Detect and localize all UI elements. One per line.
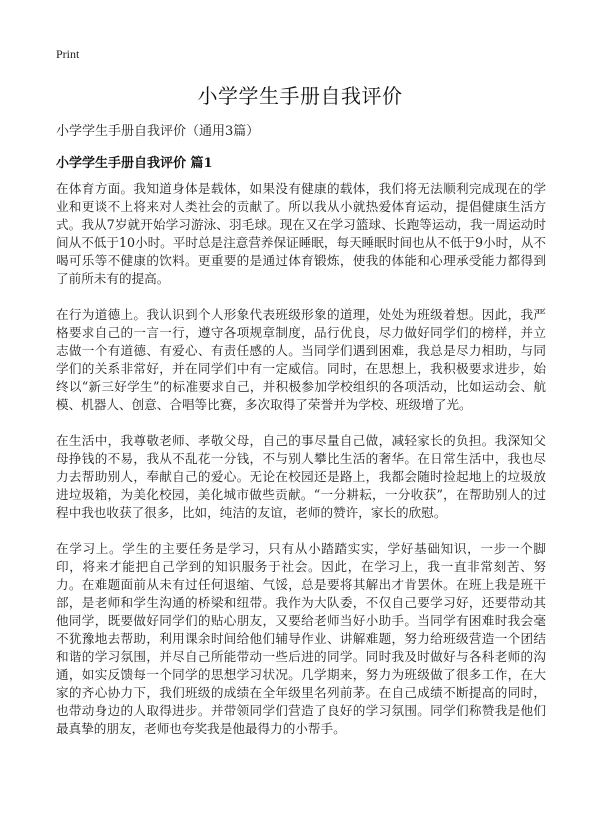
page-title: 小学学生手册自我评价 <box>197 84 403 108</box>
document-subtitle: 小学学生手册自我评价（通用3篇） <box>56 124 260 139</box>
paragraph-sports: 在体育方面。我知道身体是载体，如果没有健康的载体，我们将无法顺利完成现在的学业和更谈不上将来对人类社会的贡献了。所以我从小就热爱体育运动，提倡健康生活方式。我从7岁就开始学习游泳、羽毛球。现在又在学习篮球、长跑等运动，我一周运动时间从不低于10小时。平时总是注意营养保证睡眠，每天睡眠时间也从不低于9小时，从不喝可乐等不健康的饮料。更重要的是通过体育锻炼，使我的体能和心理承受能力都得到了前所未有的提高。 <box>56 181 547 286</box>
paragraph-study: 在学习上。学生的主要任务是学习，只有从小踏踏实实，学好基础知识，一步一个脚印，将来才能把自己学到的知识服务于社会。因此，在学习上，我一直非常刻苦、努力。在难题面前从未有过任何退缩、气馁，总是要将其解出才肯罢休。在班上我是班干部，是老师和学生沟通的桥梁和纽带。我作为大队委，不仅自己要学习好，还要带动其他同学，既要做好同学们的贴心朋友，又要给老师当好小助手。当同学有困难时我会毫不犹豫地去帮助，利用课余时间给他们辅导作业、讲解难题，努力给班级营造一个团结和谐的学习氛围，并尽自己所能带动一些后进的同学。同时我及时做好与各科老师的沟通，如实反馈每一个同学的思想学习状况。几学期来，努力为班级做了很多工作，在大家的齐心协力下，我们班级的成绩在全年级里名列前茅。在自己成绩不断提高的同时，也带动身边的人取得进步。并带领同学们营造了良好的学习氛围。同学们称赞我是他们最真挚的朋友，老师也夸奖我是他最得力的小帮手。 <box>56 541 546 736</box>
document-body <box>56 180 546 756</box>
paragraph-life: 在生活中，我尊敬老师、孝敬父母，自己的事尽量自己做，减轻家长的负担。我深知父母挣钱的不易，我从不乱花一分钱，不与别人攀比生活的奢华。在日常生活中，我也尽力去帮助别人，奉献自己的爱心。无论在校园还是路上，我都会随时捡起地上的垃圾放进垃圾箱，为美化校园，美化城市做些贡献。“一分耕耘，一分收获”，在帮助别人的过程中我也收获了很多，比如，纯洁的友谊，老师的赞许，家长的欣慰。 <box>56 433 546 520</box>
paragraph-conduct: 在行为道德上。我认识到个人形象代表班级形象的道理，处处为班级着想。因此，我严格要求自己的一言一行，遵守各项规章制度，品行优良，尽力做好同学们的榜样，并立志做一个有道德、有爱心、有责任感的人。当同学们遇到困难，我总是尽力相助，与同学们的关系非常好，并在同学们中有一定威信。同时，在思想上，我积极要求进步，始终以“新三好学生”的标准要求自己，并积极参加学校组织的各项活动，比如运动会、航模、机器人、创意、合唱等比赛，多次取得了荣誉并为学校、班级增了光。 <box>56 307 546 412</box>
section-heading: 小学学生手册自我评价 篇1 <box>56 156 213 171</box>
print-link[interactable]: Print <box>56 47 80 61</box>
